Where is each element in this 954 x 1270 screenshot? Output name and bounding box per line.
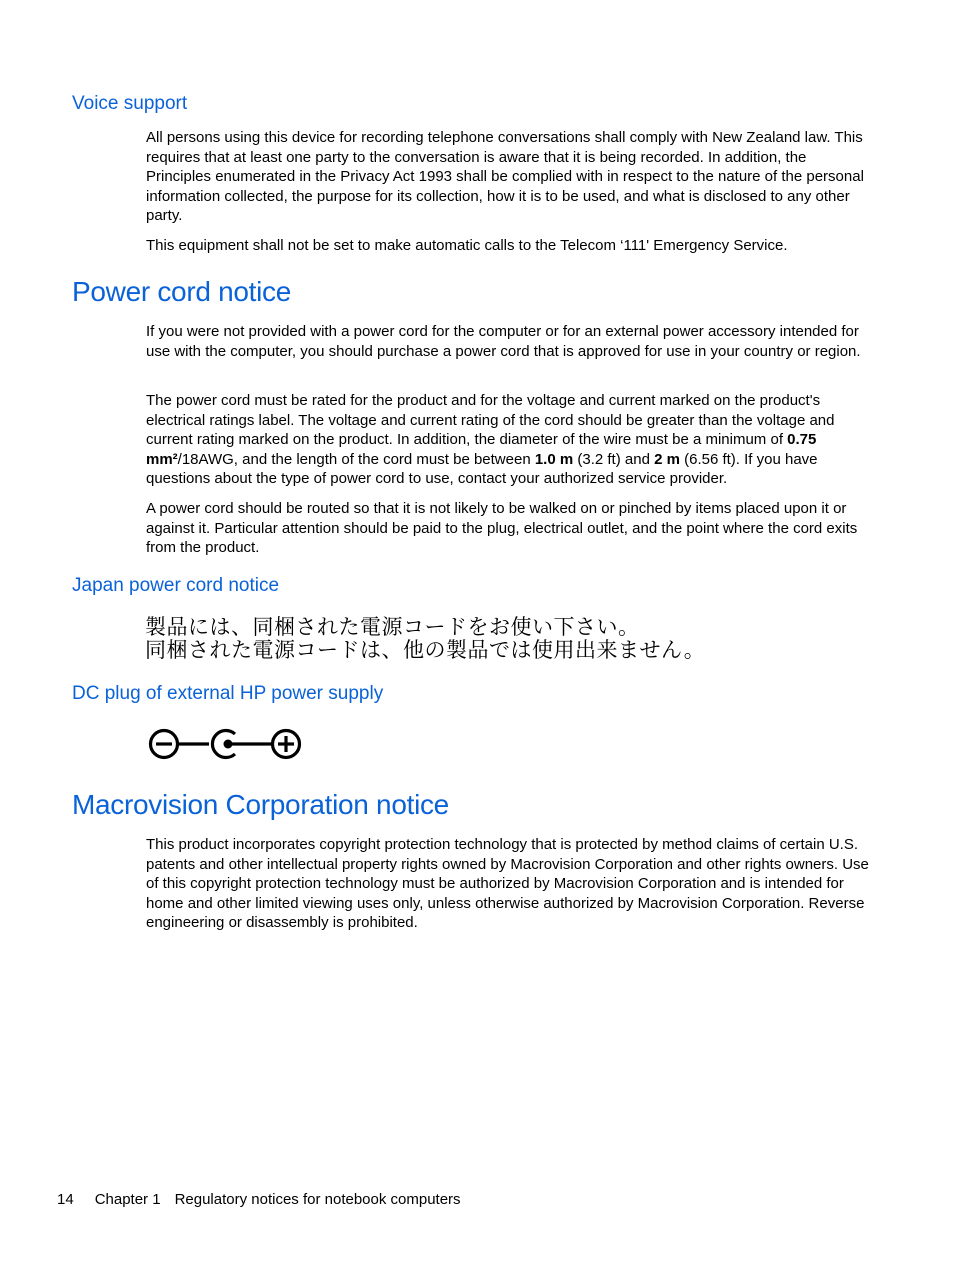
power-cord-paragraph-3: A power cord should be routed so that it is not likely to be walked on or pinched by items placed upon it or against it. Particular attention should be paid to the plug, electrical outlet, and the point where the cord exits from the product.	[146, 500, 858, 556]
japan-notice-line-1: 製品には、同梱された電源コードをお使い下さい。	[145, 615, 640, 639]
max-length-value: 2 m	[654, 450, 680, 468]
japan-notice-line-2: 同梱された電源コードは、他の製品では使用出来ません。	[145, 638, 706, 662]
japan-power-cord-heading: Japan power cord notice	[72, 575, 280, 596]
macrovision-notice-heading: Macrovision Corporation notice	[72, 789, 449, 820]
power-cord-notice-heading: Power cord notice	[72, 276, 292, 307]
power-cord-paragraph-1: If you were not provided with a power cord for the computer or for an external power accessory intended for use with the computer, you should purchase a power cord that is approved for use in your country or region.	[146, 323, 861, 360]
power-cord-text-d: (3.2 ft) and	[573, 450, 655, 468]
chapter-title: Regulatory notices for notebook computers	[174, 1191, 461, 1208]
wire-gauge-value: 0.75 mm²	[146, 431, 817, 468]
voice-support-paragraph-2: This equipment shall not be set to make automatic calls to the Telecom ‘111' Emergency Service.	[146, 237, 788, 254]
power-cord-paragraph-2	[146, 391, 871, 489]
dc-polarity-icon	[148, 727, 304, 763]
voice-support-paragraph-1: All persons using this device for recording telephone conversations shall comply with New Zealand law. This requires that at least one party to the conversation is aware that it is being recorded. In addition, the Principles enumerated in the Privacy Act 1993 shall be complied with in respect to the nature of the personal information collected, the purpose for its collection, how it is to be used, and what is disclosed to any other party.	[146, 129, 864, 224]
power-cord-text-e: (6.56 ft). If you have questions about the type of power cord to use, contact your authorized service provider.	[146, 450, 818, 487]
power-cord-text-a: The power cord must be rated for the product and for the voltage and current marked on the product's electrical ratings label. The voltage and current rating of the cord should be greater than the voltage and current rating marked on the product. In addition, the diameter of the wire must be a minimum of	[146, 392, 835, 448]
page-footer	[57, 1191, 461, 1208]
power-cord-text-c: /18AWG, and the length of the cord must be between	[177, 450, 535, 468]
min-length-value: 1.0 m	[534, 450, 574, 468]
dc-plug-heading: DC plug of external HP power supply	[72, 683, 384, 704]
chapter-label: Chapter 1	[94, 1191, 161, 1208]
voice-support-heading: Voice support	[72, 93, 188, 114]
page-number: 14	[57, 1191, 74, 1208]
macrovision-paragraph: This product incorporates copyright protection technology that is protected by method claims of certain U.S. patents and other intellectual property rights owned by Macrovision Corporation and other rights owners. Use of this copyright protection technology must be authorized by Macrovision Corporation and is intended for home and other limited viewing uses only, unless otherwise authorized by Macrovision Corporation. Reverse engineering or disassembly is prohibited.	[146, 836, 869, 931]
